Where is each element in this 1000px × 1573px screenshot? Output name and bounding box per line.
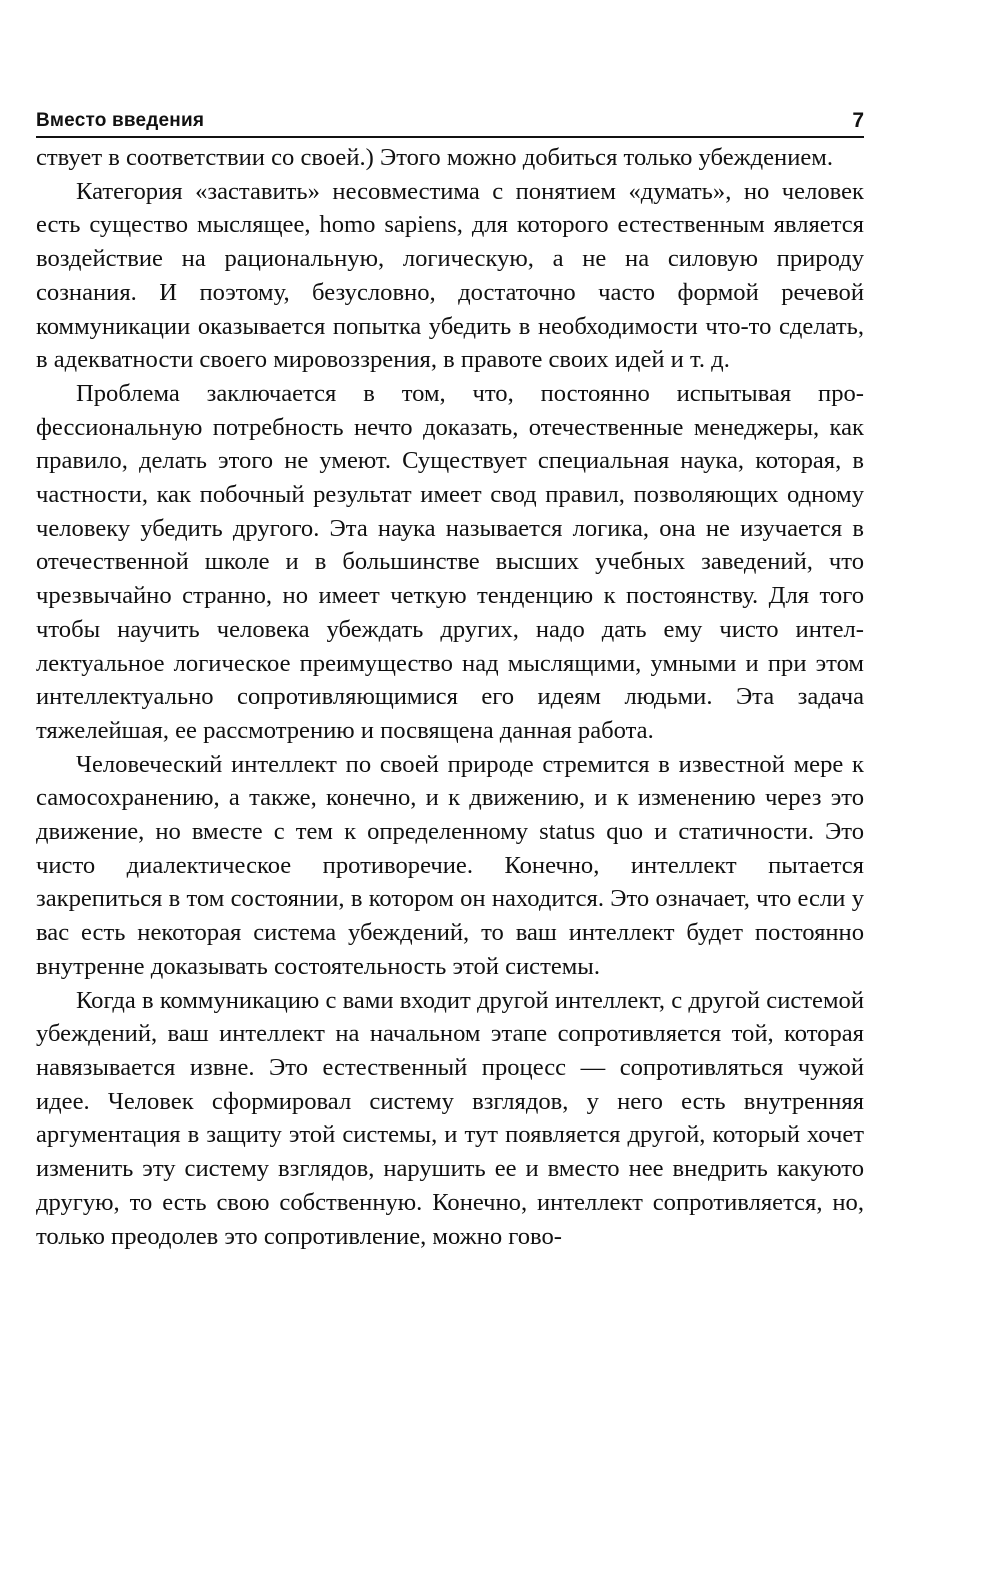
paragraph: Человеческий интеллект по своей природе стремится в известной мере к самосохранению, а также, конечно, и к движению, и к изменению через это движение, но вместе с тем к определенному status quo и статичности. Это чисто диалектическое противоречие. Конечно, интеллект пытается закрепиться в том состоянии, в котором он находится. Это означает, что если у вас есть некоторая система убеждений, то ваш интеллект будет постоянно внутренне доказывать состоятельность этой системы. (36, 750, 864, 980)
page-number: 7 (852, 109, 864, 132)
paragraph-continuation: ствует в соответствии со своей.) Этого можно добиться только убеждением. (36, 144, 834, 171)
paragraph: Проблема заключается в том, что, постоянно испытывая профессиональную потребность нечто доказать, отечественные менеджеры, как правило, делать этого не умеют. Существует специальная наука, которая, в частности, как побочный результат имеет свод правил, позволяющих одному человеку убедить другого. Эта наука называется логика, она не изучается в отечественной школе и в большинстве высших учебных заведений, что чрезвычайно странно, но имеет четкую тенденцию к постоянству. Для того чтобы научить человека убеждать других, надо дать ему чисто интеллектуальное логическое преимущество над мыслящими, умными и при этом интеллектуально сопротивляющимися его идеям людьми. Эта задача тяжелейшая, ее рассмотрению и посвящена данная работа. (36, 379, 864, 744)
book-page (36, 110, 864, 1253)
paragraph: Когда в коммуникацию с вами входит другой интеллект, с другой системой убеждений, ваш интеллект на начальном этапе сопротивляется той, которая навязывается извне. Это естественный процесс — сопротивляться чужой идее. Человек сформировал систему взглядов, у него есть внутренняя аргументация в защиту этой системы, и тут появляется другой, который хочет изменить эту систему взглядов, нарушить ее и вместо нее внедрить какуюто другую, то есть свою собственную. Конечно, интеллект сопротивляется, но, только преодолев это сопротивление, можно гово- (36, 986, 864, 1250)
running-header (36, 110, 864, 138)
paragraph: Категория «заставить» несовместима с понятием «думать», но человек есть существо мыслящее, homo sapiens, для которого естественным является воздействие на рациональную, логическую, а не на силовую природу сознания. И поэтому, безусловно, достаточно часто формой речевой коммуникации оказывается попытка убедить в необходимости что-то сделать, в адекватности своего мировоззрения, в правоте своих идей и т. д. (36, 177, 864, 374)
section-title: Вместо введения (36, 110, 205, 131)
body-text (36, 141, 864, 1253)
